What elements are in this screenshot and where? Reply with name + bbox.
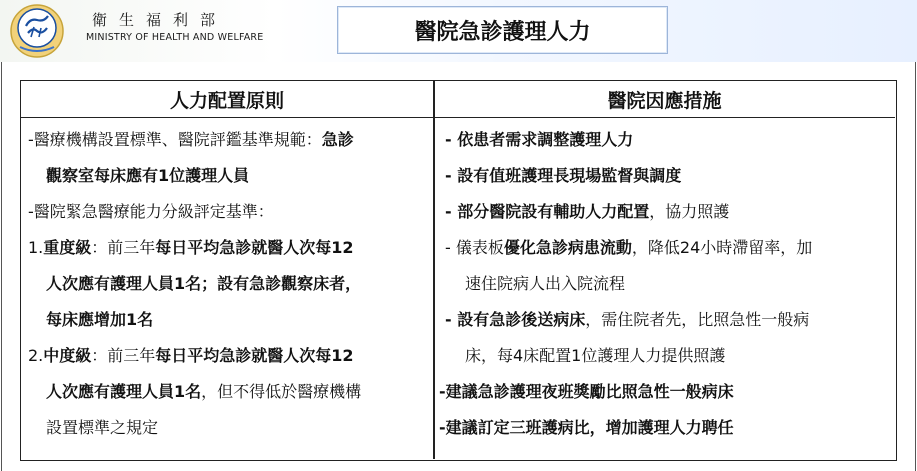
right-line: 速住院病人出入院流程 [465,274,626,293]
title-box [337,6,668,54]
right-border [915,62,916,471]
left-line: 1.重度級：前三年每日平均急診就醫人次每12 [28,238,354,257]
left-line: -醫療機構設置標準、醫院評鑑基準規範：急診 [28,130,354,149]
right-line: 床，每4床配置1位護理人力提供照護 [465,346,726,365]
right-line: -建議急診護理夜班獎勵比照急性一般病床 [439,382,734,401]
left-line: 人次應有護理人員1名，但不得低於醫療機構 [46,382,362,401]
header [0,0,917,62]
left-line: 設置標準之規定 [46,418,159,437]
page-title: 醫院急診護理人力 [414,19,591,45]
org-name-chinese: 衛生福利部 [92,11,228,29]
left-line: 每床應增加1名 [46,310,154,329]
comparison-table [20,80,897,461]
right-column-header: 醫院因應措施 [433,81,895,118]
column-divider [433,81,435,459]
left-line: -醫院緊急醫療能力分級評定基準： [28,202,274,221]
right-line: - 設有急診後送病床，需住院者先，比照急性一般病 [445,310,810,329]
left-line: 人次應有護理人員1名；設有急診觀察床者， [46,274,362,293]
right-line: -建議訂定三班護病比，增加護理人力聘任 [439,418,734,437]
left-line: 2.中度級：前三年每日平均急診就醫人次每12 [28,346,354,365]
right-line: - 部分醫院設有輔助人力配置，協力照護 [445,202,730,221]
org-name-english: MINISTRY OF HEALTH AND WELFARE [86,32,264,43]
right-line: - 儀表板優化急診病患流動，降低24小時滯留率，加 [445,238,813,257]
right-line: - 依患者需求調整護理人力 [445,130,634,149]
left-column-header: 人力配置原則 [21,81,433,118]
left-border [1,62,2,471]
right-line: - 設有值班護理長現場監督與調度 [445,166,682,185]
left-line: 觀察室每床應有1位護理人員 [46,166,250,185]
ministry-emblem-icon [6,3,68,59]
